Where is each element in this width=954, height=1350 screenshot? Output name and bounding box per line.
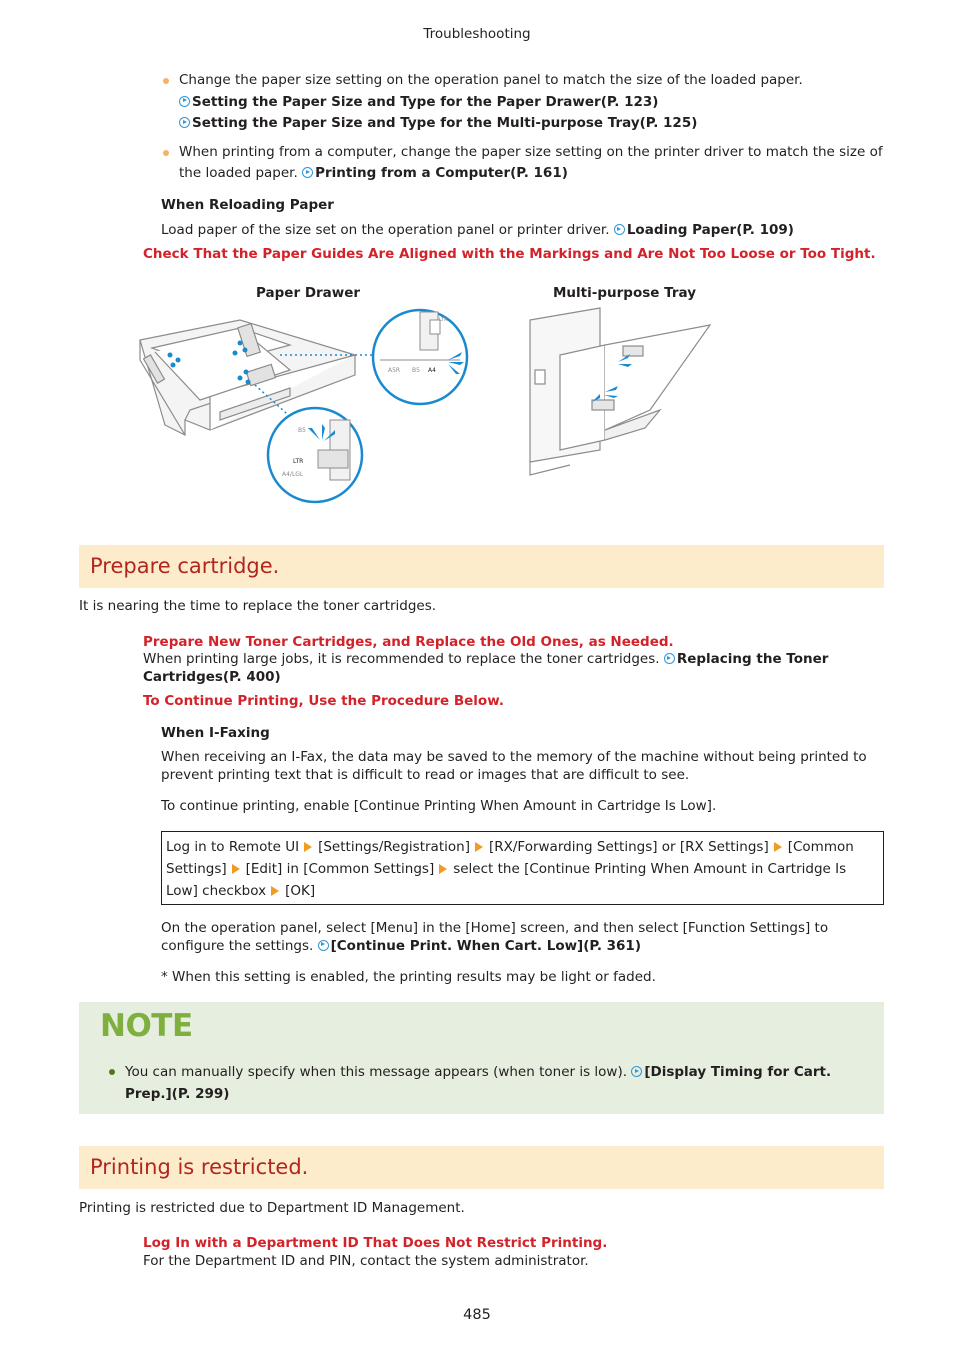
bullet-item <box>160 142 885 185</box>
step-text: select the [Continue Printing When Amount in Cartridge Is Low] checkbox <box>166 861 847 899</box>
bullet-item <box>160 70 885 135</box>
link-arrow-icon <box>302 167 313 178</box>
paper-size-bullets <box>160 70 885 192</box>
footnote: * When this setting is enabled, the printing results may be light or faded. <box>161 969 656 985</box>
multipurpose-tray-label: Multi-purpose Tray <box>553 285 696 301</box>
link-printing-from-computer[interactable]: Printing from a Computer(P. 161) <box>302 165 568 181</box>
link-continue-print-cart-low[interactable]: [Continue Print. When Cart. Low](P. 361) <box>318 938 641 954</box>
zoom2-mark-a4lgl: A4/LGL <box>282 471 304 478</box>
link-paper-drawer-setting[interactable]: Setting the Paper Size and Type for the Paper Drawer(P. 123) <box>179 92 885 114</box>
link-loading-paper[interactable]: Loading Paper(P. 109) <box>614 222 794 238</box>
step-text: [Settings/Registration] <box>318 839 470 855</box>
bullet-text: When printing from a computer, change the paper size setting on the printer driver to match the size of the loaded paper. <box>179 143 883 181</box>
restricted-text: For the Department ID and PIN, contact the system administrator. <box>143 1253 589 1269</box>
prepare-heading-replace: Prepare New Toner Cartridges, and Replace the Old Ones, as Needed. <box>143 634 674 650</box>
zoom2-mark-b5: B5 <box>298 427 306 434</box>
step-arrow-icon <box>304 842 312 852</box>
step-arrow-icon <box>439 864 447 874</box>
restricted-heading: Log In with a Department ID That Does Not Restrict Printing. <box>143 1235 608 1251</box>
zoom1-corner-mark: LTR <box>439 317 448 323</box>
step-arrow-icon <box>475 842 483 852</box>
guides-heading: Check That the Paper Guides Are Aligned with the Markings and Are Not Too Loose or Too Tight. <box>143 246 876 262</box>
page-number: 485 <box>463 1307 491 1323</box>
step-arrow-icon <box>232 864 240 874</box>
panel-text: On the operation panel, select [Menu] in the [Home] screen, and then select [Function Settings] to configure the settings. [Continue Print. When Cart. Low](P. 361) <box>161 920 829 954</box>
link-arrow-icon <box>664 653 675 664</box>
section-title-prepare-cartridge: Prepare cartridge. <box>79 545 884 588</box>
link-arrow-icon <box>179 117 190 128</box>
zoom1-mark-a4: A4 <box>428 367 436 374</box>
prepare-intro: It is nearing the time to replace the toner cartridges. <box>79 598 437 614</box>
zoom1-mark-b5: B5 <box>412 367 420 374</box>
reload-text: Load paper of the size set on the operation panel or printer driver. <box>161 222 610 238</box>
link-replacing-toner[interactable]: Replacing the Toner Cartridges(P. 400) <box>143 651 829 685</box>
step-arrow-icon <box>774 842 782 852</box>
link-arrow-icon <box>631 1066 642 1077</box>
paper-guides-illustration <box>130 300 730 510</box>
step-text: Log in to Remote UI <box>166 839 300 855</box>
link-arrow-icon <box>179 96 190 107</box>
step-text: [OK] <box>285 883 316 899</box>
reload-heading: When Reloading Paper <box>161 197 334 213</box>
link-display-timing[interactable]: [Display Timing for Cart. Prep.](P. 299) <box>125 1064 832 1102</box>
step-arrow-icon <box>271 886 279 896</box>
ifax-text: When receiving an I-Fax, the data may be saved to the memory of the machine without being printed to prevent printing text that is difficult to read or images that are difficult to see. <box>161 749 867 783</box>
ifax-heading: When I-Faxing <box>161 725 270 741</box>
note-bullet: You can manually specify when this message appears (when toner is low). [Display Timing for Cart. Prep.](P. 299) <box>107 1061 865 1105</box>
note-title: NOTE <box>100 1008 193 1044</box>
link-arrow-icon <box>318 940 329 951</box>
link-multipurpose-tray-setting[interactable]: Setting the Paper Size and Type for the Multi-purpose Tray(P. 125) <box>179 113 885 135</box>
restricted-intro: Printing is restricted due to Department ID Management. <box>79 1200 465 1216</box>
running-title: Troubleshooting <box>423 26 531 42</box>
prepare-replace-text: When printing large jobs, it is recommended to replace the toner cartridges. Replacing the Toner Cartridges(P. 400) <box>143 651 829 685</box>
prepare-heading-continue: To Continue Printing, Use the Procedure Below. <box>143 693 504 709</box>
continue-text: To continue printing, enable [Continue Printing When Amount in Cartridge Is Low]. <box>161 798 717 814</box>
zoom2-mark-ltr: LTR <box>293 458 304 465</box>
step-text: [Edit] in [Common Settings] <box>245 861 435 877</box>
zoom1-mark-a5r: A5R <box>388 367 401 374</box>
reload-text-line <box>161 222 794 238</box>
remote-ui-procedure <box>161 831 884 905</box>
step-text: [RX/Forwarding Settings] or [RX Settings] <box>488 839 769 855</box>
bullet-dot-icon <box>109 1069 115 1075</box>
section-title-printing-restricted: Printing is restricted. <box>79 1146 884 1189</box>
step-text: [Common Settings] <box>166 839 854 877</box>
paper-drawer-label: Paper Drawer <box>256 285 361 301</box>
bullet-dot-icon <box>163 78 169 84</box>
bullet-text: Change the paper size setting on the operation panel to match the size of the loaded paper. <box>179 72 803 88</box>
bullet-dot-icon <box>163 150 169 156</box>
link-arrow-icon <box>614 224 625 235</box>
